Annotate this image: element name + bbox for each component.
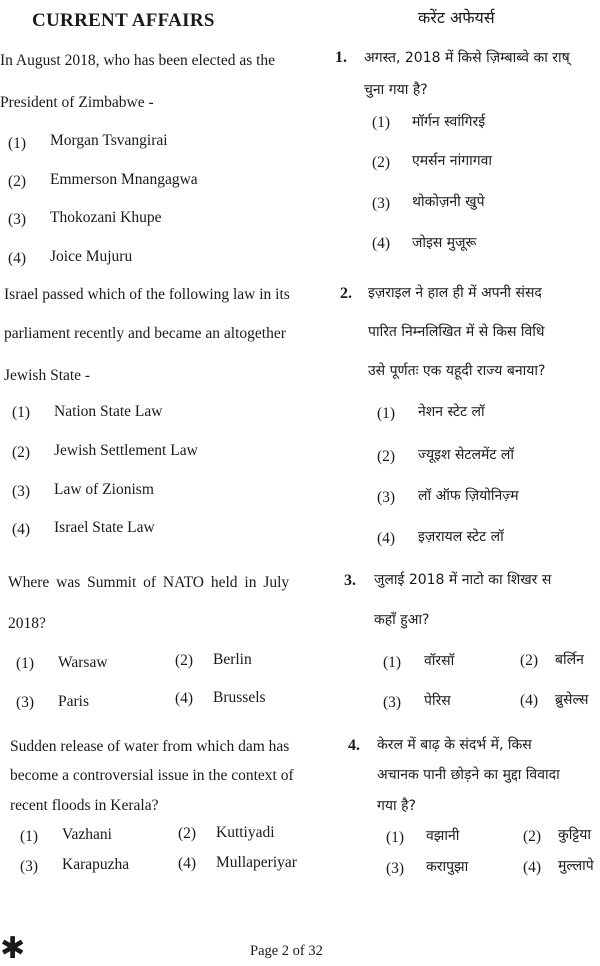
hindi-q1-line-1: अगस्त, 2018 में किसे ज़िम्बाब्वे का राष् <box>364 50 570 66</box>
question-2-line-1: Israel passed which of the following law in its <box>4 286 290 303</box>
hindi-q2-line-1: इज़राइल ने हाल ही में अपनी संसद <box>368 285 542 301</box>
question-3-line-2: 2018? <box>8 615 46 632</box>
hindi-q2-option-1-num: (1) <box>377 405 396 422</box>
q4-option-1-num: (1) <box>20 828 39 845</box>
hindi-q3-option-1-text: वॉरसॉ <box>424 653 455 669</box>
q2-option-2-num: (2) <box>12 444 31 461</box>
hindi-q4-number: 4. <box>348 737 360 754</box>
q4-option-4-num: (4) <box>178 855 197 872</box>
hindi-q3-line-2: कहाँ हुआ? <box>374 612 430 628</box>
hindi-q4-line-3: गया है? <box>377 798 416 814</box>
page-number: Page 2 of 32 <box>250 943 323 959</box>
hindi-q4-option-4-text: मुल्लापे <box>558 858 594 874</box>
q4-option-2-num: (2) <box>178 825 197 842</box>
hindi-q1-option-3-text: थोकोज़नी खुपे <box>412 194 485 210</box>
question-1-line-1: In August 2018, who has been elected as the <box>0 52 276 69</box>
english-heading: CURRENT AFFAIRS <box>32 10 215 31</box>
q1-option-2-text: Emmerson Mnangagwa <box>50 171 198 188</box>
q2-option-2-text: Jewish Settlement Law <box>54 442 198 459</box>
hindi-q4-line-1: केरल में बाढ़ के संदर्भ में, किस <box>377 737 532 753</box>
q3-option-1-text: Warsaw <box>58 654 108 671</box>
question-4-line-1: Sudden release of water from which dam has <box>10 738 290 755</box>
hindi-q2-option-3-num: (3) <box>377 489 396 506</box>
q4-option-1-text: Vazhani <box>62 826 112 843</box>
question-2-line-3: Jewish State - <box>4 367 91 384</box>
hindi-q4-option-4-num: (4) <box>523 859 542 876</box>
hindi-q1-option-4-text: जोइस मुजूरू <box>412 235 477 251</box>
question-4-line-3: recent floods in Kerala? <box>10 797 159 814</box>
hindi-q4-option-2-text: कुट्टिया <box>558 827 591 843</box>
q3-option-4-num: (4) <box>175 690 194 707</box>
hindi-q4-line-2: अचानक पानी छोड़ने का मुद्दा विवादा <box>377 767 560 783</box>
hindi-q3-option-4-text: ब्रुसेल्स <box>555 692 589 708</box>
q1-option-2-num: (2) <box>8 173 27 190</box>
hindi-q2-line-3: उसे पूर्णतः एक यहूदी राज्य बनाया? <box>368 363 546 379</box>
q4-option-3-num: (3) <box>20 858 39 875</box>
q2-option-4-text: Israel State Law <box>54 519 155 536</box>
hindi-q1-option-2-num: (2) <box>372 154 391 171</box>
asterisk-icon: ✱ <box>0 931 26 966</box>
question-4-line-2: become a controversial issue in the context of <box>10 767 294 784</box>
hindi-q1-option-3-num: (3) <box>372 195 391 212</box>
hindi-q2-line-2: पारित निम्नलिखित में से किस विधि <box>368 324 545 340</box>
hindi-q2-option-4-num: (4) <box>377 530 396 547</box>
q1-option-3-text: Thokozani Khupe <box>50 209 162 226</box>
hindi-q3-option-2-num: (2) <box>520 652 539 669</box>
hindi-q3-number: 3. <box>344 572 356 589</box>
hindi-q4-option-3-text: करापुझा <box>426 859 469 875</box>
hindi-q4-option-1-text: वझानी <box>426 828 460 844</box>
q3-option-2-text: Berlin <box>213 651 252 668</box>
hindi-q4-option-3-num: (3) <box>386 860 405 877</box>
hindi-q2-option-2-text: ज्यूइश सेटलमेंट लॉ <box>418 447 514 463</box>
question-1-line-2: President of Zimbabwe - <box>0 94 154 111</box>
hindi-q3-option-2-text: बर्लिन <box>555 652 584 668</box>
hindi-q1-number: 1. <box>335 49 347 66</box>
q3-option-4-text: Brussels <box>213 689 266 706</box>
hindi-q3-option-3-text: पेरिस <box>424 693 451 709</box>
question-3-line-1: Where was Summit of NATO held in July <box>8 574 290 591</box>
hindi-q2-option-4-text: इज़रायल स्टेट लॉ <box>418 529 504 545</box>
q2-option-4-num: (4) <box>12 521 31 538</box>
hindi-heading: करेंट अफेयर्स <box>418 8 495 27</box>
q1-option-4-text: Joice Mujuru <box>50 248 133 265</box>
hindi-q4-option-2-num: (2) <box>523 828 542 845</box>
q2-option-1-text: Nation State Law <box>54 403 163 420</box>
hindi-q3-option-1-num: (1) <box>383 654 402 671</box>
question-2-line-2: parliament recently and became an altogether <box>4 325 286 342</box>
q2-option-1-num: (1) <box>12 404 31 421</box>
q1-option-3-num: (3) <box>8 211 27 228</box>
hindi-q3-option-4-num: (4) <box>520 692 539 709</box>
q3-option-2-num: (2) <box>175 652 194 669</box>
q4-option-2-text: Kuttiyadi <box>216 824 275 841</box>
hindi-q4-option-1-num: (1) <box>386 829 405 846</box>
q1-option-1-num: (1) <box>8 135 27 152</box>
hindi-q1-option-4-num: (4) <box>372 235 391 252</box>
q4-option-3-text: Karapuzha <box>62 856 130 873</box>
hindi-q2-option-2-num: (2) <box>377 448 396 465</box>
q2-option-3-text: Law of Zionism <box>54 481 154 498</box>
q3-option-3-num: (3) <box>16 694 35 711</box>
hindi-q1-option-1-num: (1) <box>372 114 391 131</box>
hindi-q3-line-1: जुलाई 2018 में नाटो का शिखर स <box>374 572 552 588</box>
hindi-q2-option-3-text: लॉ ऑफ ज़ियोनिज़्म <box>418 488 519 504</box>
q4-option-4-text: Mullaperiyar <box>216 854 297 871</box>
hindi-q3-option-3-num: (3) <box>383 694 402 711</box>
hindi-q1-option-2-text: एमर्सन नांगागवा <box>412 153 492 169</box>
q1-option-4-num: (4) <box>8 250 27 267</box>
hindi-q1-option-1-text: मॉर्गन स्वांगिरई <box>412 114 486 130</box>
hindi-q2-number: 2. <box>340 285 352 302</box>
q3-option-1-num: (1) <box>16 655 35 672</box>
hindi-q1-line-2: चुना गया है? <box>364 82 428 98</box>
q2-option-3-num: (3) <box>12 483 31 500</box>
q3-option-3-text: Paris <box>58 693 89 710</box>
q1-option-1-text: Morgan Tsvangirai <box>50 132 168 149</box>
hindi-q2-option-1-text: नेशन स्टेट लॉ <box>418 404 485 420</box>
